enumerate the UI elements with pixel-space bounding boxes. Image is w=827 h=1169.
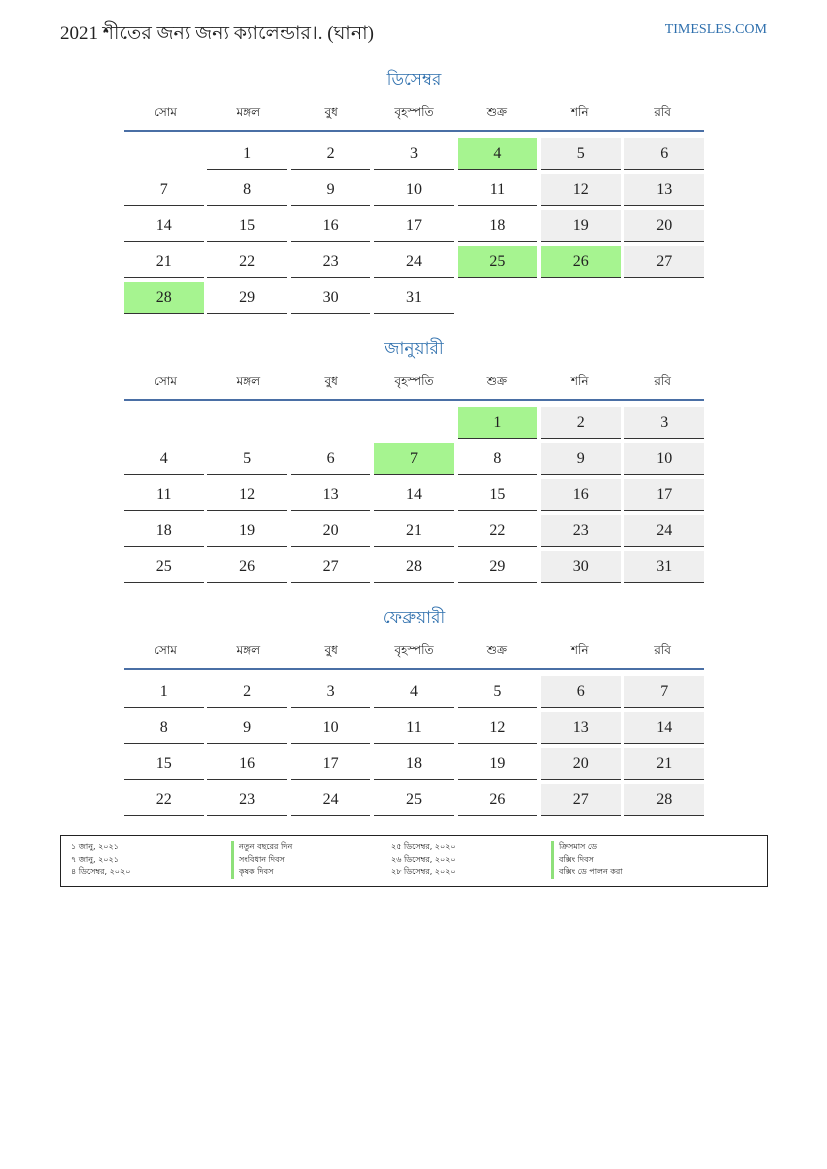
day-cell[interactable]: 23 <box>541 515 621 547</box>
day-cell[interactable]: 7 <box>124 174 204 206</box>
day-cell[interactable]: 11 <box>374 712 454 744</box>
month-grid <box>124 132 704 316</box>
weekday-label: সোম <box>153 643 177 657</box>
day-cell[interactable]: 4 <box>124 443 204 475</box>
legend-row <box>71 866 757 879</box>
legend-date: ৪ ডিসেম্বর, ২০২০ <box>71 867 131 876</box>
day-cell[interactable]: 17 <box>624 479 704 511</box>
weekday-label: সোম <box>153 374 177 388</box>
legend-holiday-name: ক্রিসমাস ডে <box>551 841 711 854</box>
day-cell <box>291 407 371 439</box>
day-cell[interactable]: 30 <box>291 282 371 314</box>
week-row <box>124 136 704 172</box>
month-title: ডিসেম্বর <box>386 70 442 89</box>
month-title: জানুয়ারী <box>384 339 444 358</box>
week-row <box>124 674 704 710</box>
day-cell[interactable]: 3 <box>374 138 454 170</box>
day-cell[interactable]: 6 <box>624 138 704 170</box>
day-cell[interactable]: 25 <box>374 784 454 816</box>
weekday-label: সোম <box>153 105 177 119</box>
month-january <box>124 337 704 585</box>
weekday-label: মঙ্গল <box>236 105 261 119</box>
day-cell[interactable]: 12 <box>458 712 538 744</box>
week-row <box>124 477 704 513</box>
day-cell[interactable]: 12 <box>541 174 621 206</box>
holiday-legend <box>60 835 768 887</box>
day-cell[interactable]: 20 <box>291 515 371 547</box>
day-cell[interactable]: 22 <box>458 515 538 547</box>
weekday-label: মঙ্গল <box>236 643 261 657</box>
day-cell[interactable]: 16 <box>291 210 371 242</box>
day-cell[interactable]: 13 <box>291 479 371 511</box>
week-row <box>124 280 704 316</box>
weekday-label: রবি <box>654 374 671 388</box>
week-row <box>124 782 704 818</box>
day-cell[interactable]: 20 <box>624 210 704 242</box>
day-cell[interactable]: 31 <box>374 282 454 314</box>
day-cell[interactable]: 27 <box>624 246 704 278</box>
day-cell[interactable]: 19 <box>458 748 538 780</box>
day-cell[interactable]: 9 <box>291 174 371 206</box>
day-cell[interactable]: 4 <box>374 676 454 708</box>
weekday-header <box>124 361 704 401</box>
day-cell[interactable]: 15 <box>207 210 287 242</box>
weekday-label: বুধ <box>324 105 338 119</box>
day-cell[interactable]: 14 <box>124 210 204 242</box>
day-cell[interactable]: 26 <box>207 551 287 583</box>
day-cell[interactable]: 19 <box>207 515 287 547</box>
day-cell[interactable]: 17 <box>291 748 371 780</box>
week-row <box>124 172 704 208</box>
day-cell[interactable]: 27 <box>291 551 371 583</box>
day-cell[interactable]: 22 <box>207 246 287 278</box>
day-cell[interactable]: 5 <box>207 443 287 475</box>
day-cell[interactable]: 11 <box>458 174 538 206</box>
day-cell[interactable]: 7 <box>374 443 454 475</box>
day-cell[interactable]: 18 <box>374 748 454 780</box>
day-cell[interactable]: 2 <box>207 676 287 708</box>
weekday-label: বৃহস্পতি <box>394 105 434 119</box>
day-cell[interactable]: 22 <box>124 784 204 816</box>
day-cell <box>541 282 621 314</box>
day-cell[interactable]: 5 <box>458 676 538 708</box>
weekday-label: বৃহস্পতি <box>394 374 434 388</box>
month-february <box>124 606 704 818</box>
day-cell <box>124 138 204 170</box>
weekday-label: মঙ্গল <box>236 374 261 388</box>
day-cell[interactable]: 15 <box>458 479 538 511</box>
day-cell <box>458 282 538 314</box>
day-cell[interactable]: 30 <box>541 551 621 583</box>
day-cell[interactable]: 23 <box>291 246 371 278</box>
legend-date: ২৮ ডিসেম্বর, ২০২০ <box>391 867 456 876</box>
day-cell[interactable]: 13 <box>541 712 621 744</box>
day-cell <box>207 407 287 439</box>
legend-holiday-name: কৃষক দিবস <box>231 866 391 879</box>
month-grid <box>124 670 704 818</box>
day-cell <box>374 407 454 439</box>
day-cell[interactable]: 16 <box>207 748 287 780</box>
day-cell[interactable]: 21 <box>124 246 204 278</box>
day-cell[interactable]: 23 <box>207 784 287 816</box>
day-cell[interactable]: 14 <box>624 712 704 744</box>
legend-date: ১ জানু, ২০২১ <box>71 842 119 851</box>
day-cell[interactable]: 13 <box>624 174 704 206</box>
month-december <box>124 68 704 316</box>
day-cell[interactable]: 17 <box>374 210 454 242</box>
day-cell[interactable]: 16 <box>541 479 621 511</box>
day-cell[interactable]: 24 <box>624 515 704 547</box>
weekday-label: শুক্র <box>486 374 508 388</box>
day-cell[interactable]: 2 <box>291 138 371 170</box>
week-row <box>124 513 704 549</box>
weekday-label: শুক্র <box>486 643 508 657</box>
day-cell[interactable]: 3 <box>291 676 371 708</box>
day-cell[interactable]: 24 <box>291 784 371 816</box>
day-cell[interactable]: 25 <box>458 246 538 278</box>
day-cell[interactable]: 19 <box>541 210 621 242</box>
week-row <box>124 441 704 477</box>
legend-row <box>71 854 757 867</box>
day-cell[interactable]: 1 <box>207 138 287 170</box>
day-cell[interactable]: 24 <box>374 246 454 278</box>
site-link[interactable]: TIMESLES.COM <box>664 22 767 37</box>
week-row <box>124 405 704 441</box>
day-cell[interactable]: 18 <box>458 210 538 242</box>
day-cell[interactable]: 26 <box>541 246 621 278</box>
day-cell[interactable]: 1 <box>124 676 204 708</box>
day-cell[interactable]: 1 <box>458 407 538 439</box>
day-cell[interactable]: 27 <box>541 784 621 816</box>
day-cell[interactable]: 31 <box>624 551 704 583</box>
weekday-label: বুধ <box>324 643 338 657</box>
weekday-label: শুক্র <box>486 105 508 119</box>
day-cell[interactable]: 28 <box>374 551 454 583</box>
week-row <box>124 208 704 244</box>
day-cell[interactable]: 25 <box>124 551 204 583</box>
weekday-label: শনি <box>570 643 589 657</box>
day-cell[interactable]: 9 <box>541 443 621 475</box>
day-cell[interactable]: 29 <box>207 282 287 314</box>
weekday-label: বৃহস্পতি <box>394 643 434 657</box>
weekday-label: শনি <box>570 374 589 388</box>
day-cell[interactable]: 28 <box>124 282 204 314</box>
day-cell <box>624 282 704 314</box>
day-cell[interactable]: 12 <box>207 479 287 511</box>
day-cell[interactable]: 21 <box>624 748 704 780</box>
day-cell[interactable]: 8 <box>207 174 287 206</box>
legend-row <box>71 841 757 854</box>
day-cell[interactable]: 11 <box>124 479 204 511</box>
day-cell[interactable]: 3 <box>624 407 704 439</box>
weekday-header <box>124 630 704 670</box>
legend-holiday-name: সংবিধান দিবস <box>231 854 391 867</box>
day-cell[interactable]: 15 <box>124 748 204 780</box>
legend-date: ৭ জানু, ২০২১ <box>71 854 119 864</box>
day-cell[interactable]: 10 <box>624 443 704 475</box>
legend-holiday-name: বক্সিং ডে পালন করা <box>551 866 711 879</box>
legend-holiday-name: নতুন বছরের দিন <box>231 841 391 854</box>
day-cell <box>124 407 204 439</box>
day-cell[interactable]: 10 <box>291 712 371 744</box>
weekday-label: রবি <box>654 105 671 119</box>
day-cell[interactable]: 9 <box>207 712 287 744</box>
day-cell[interactable]: 14 <box>374 479 454 511</box>
day-cell[interactable]: 20 <box>541 748 621 780</box>
legend-date: ২৬ ডিসেম্বর, ২০২০ <box>391 854 456 864</box>
day-cell[interactable]: 7 <box>624 676 704 708</box>
page-title: 2021 শীতের জন্য জন্য ক্যালেন্ডার।. (ঘানা) <box>60 23 374 44</box>
day-cell[interactable]: 28 <box>624 784 704 816</box>
month-title: ফেব্রুয়ারী <box>382 608 446 627</box>
day-cell[interactable]: 8 <box>124 712 204 744</box>
week-row <box>124 549 704 585</box>
day-cell[interactable]: 8 <box>458 443 538 475</box>
weekday-label: রবি <box>654 643 671 657</box>
week-row <box>124 746 704 782</box>
day-cell[interactable]: 5 <box>541 138 621 170</box>
weekday-header <box>124 92 704 132</box>
week-row <box>124 710 704 746</box>
day-cell[interactable]: 18 <box>124 515 204 547</box>
day-cell[interactable]: 21 <box>374 515 454 547</box>
day-cell[interactable]: 29 <box>458 551 538 583</box>
month-grid <box>124 401 704 585</box>
day-cell[interactable]: 6 <box>291 443 371 475</box>
weekday-label: শনি <box>570 105 589 119</box>
legend-holiday-name: বক্সিং দিবস <box>551 854 711 867</box>
weekday-label: বুধ <box>324 374 338 388</box>
day-cell[interactable]: 2 <box>541 407 621 439</box>
day-cell[interactable]: 10 <box>374 174 454 206</box>
day-cell[interactable]: 6 <box>541 676 621 708</box>
legend-date: ২৫ ডিসেম্বর, ২০২০ <box>391 842 456 851</box>
week-row <box>124 244 704 280</box>
day-cell[interactable]: 4 <box>458 138 538 170</box>
day-cell[interactable]: 26 <box>458 784 538 816</box>
